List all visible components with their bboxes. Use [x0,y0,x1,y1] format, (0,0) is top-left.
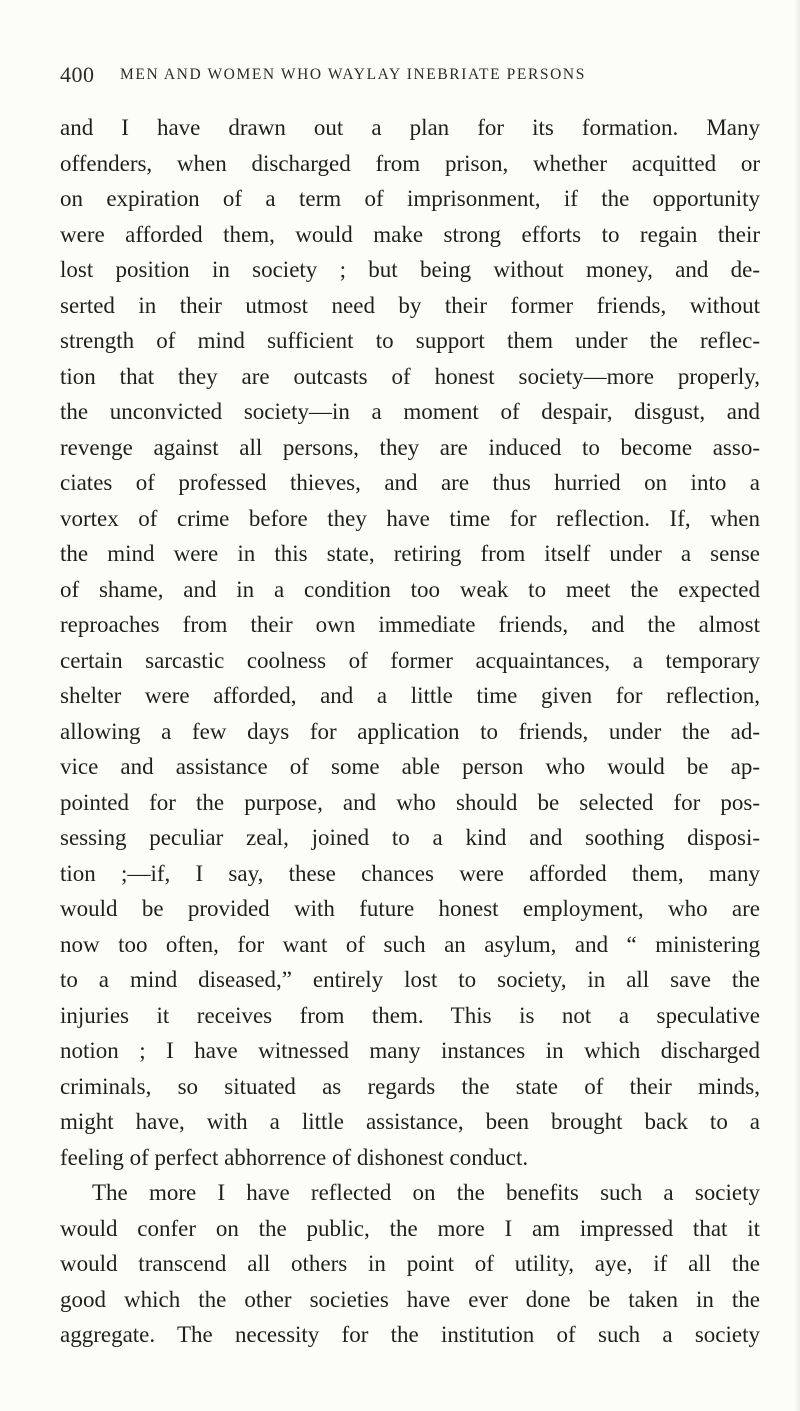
text-line: revenge against all persons, they are induced to become asso- [60,434,760,460]
scan-edge-shadow [794,0,800,1411]
text-line: on expiration of a term of imprisonment, if the opportunity [60,186,760,211]
text-line: would confer on the public, the more I am impressed that it [60,1215,760,1241]
text-line: allowing a few days for application to friends, under the ad- [60,718,760,744]
text-line: vice and assistance of some able person who would be ap- [60,754,760,779]
paragraph-2 [60,1175,760,1353]
text-line: strength of mind sufficient to support them under the reflec- [60,328,760,353]
text-line: sessing peculiar zeal, joined to a kind and soothing disposi- [60,825,760,850]
text-line: serted in their utmost need by their former friends, without [60,292,760,318]
text-line: might have, with a little assistance, been brought back to a [60,1109,760,1134]
text-line: The more I have reflected on the benefits such a society [92,1180,760,1205]
text-line: offenders, when discharged from prison, whether acquitted or [60,150,760,176]
text-line: tion ;—if, I say, these chances were afforded them, many [60,860,760,886]
running-head [60,62,760,88]
body-text [60,110,760,1353]
text-line: certain sarcastic coolness of former acquaintances, a temporary [60,647,760,673]
running-title: MEN AND WOMEN WHO WAYLAY INEBRIATE PERSONS [120,66,586,83]
page-number: 400 [60,62,95,87]
text-line: the mind were in this state, retiring from itself under a sense [60,541,760,566]
text-line: and I have drawn out a plan for its formation. Many [60,115,760,140]
text-line: criminals, so situated as regards the state of their minds, [60,1073,760,1099]
text-line: ciates of professed thieves, and are thus hurried on into a [60,470,760,495]
text-line: injuries it receives from them. This is not a speculative [60,1002,760,1028]
text-line: tion that they are outcasts of honest society—more properly, [60,363,760,389]
text-line: lost position in society ; but being without money, and de- [60,257,760,282]
text-line: would be provided with future honest employment, who are [60,896,760,921]
text-line: now too often, for want of such an asylum, and “ ministering [60,931,760,957]
text-line: feeling of perfect abhorrence of dishonest conduct. [60,1144,529,1170]
text-line: notion ; I have witnessed many instances in which discharged [60,1038,760,1063]
text-line: reproaches from their own immediate friends, and the almost [60,612,760,637]
text-line: good which the other societies have ever done be taken in the [60,1286,760,1312]
text-line: were afforded them, would make strong efforts to regain their [60,221,760,247]
text-line: shelter were afforded, and a little time given for reflection, [60,683,760,708]
text-line: would transcend all others in point of utility, aye, if all the [60,1251,760,1276]
text-line: the unconvicted society—in a moment of despair, disgust, and [60,399,760,424]
text-line: pointed for the purpose, and who should be selected for pos- [60,789,760,815]
text-line: of shame, and in a condition too weak to meet the expected [60,576,760,602]
text-line: aggregate. The necessity for the institution of such a society [60,1322,760,1347]
text-line: to a mind diseased,” entirely lost to society, in all save the [60,967,760,992]
paragraph-1 [60,110,760,1175]
text-line: vortex of crime before they have time for reflection. If, when [60,505,760,531]
